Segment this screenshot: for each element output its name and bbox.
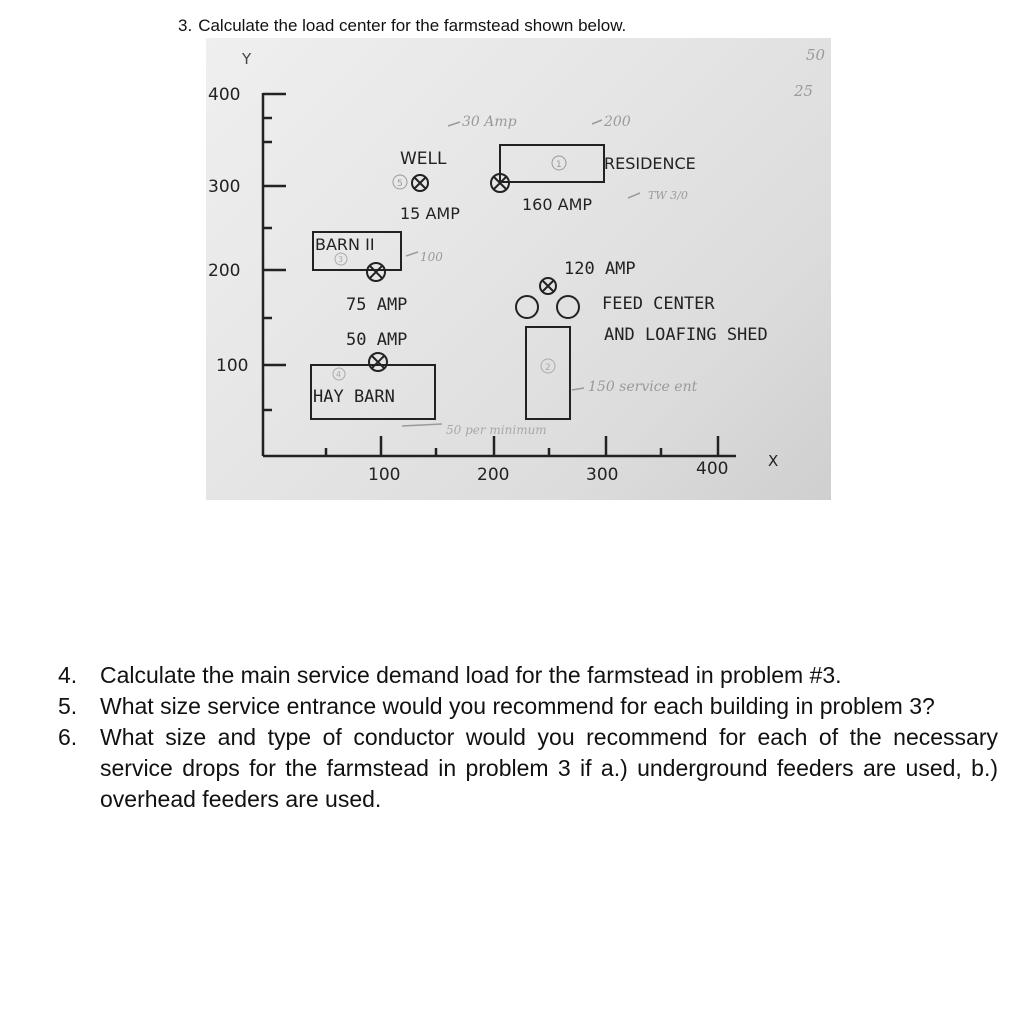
hay-barn-label: HAY BARN [313, 387, 395, 407]
feed-center-load: 120 AMP [564, 259, 636, 279]
well-load: 15 AMP [400, 204, 460, 223]
barn-2-marker-number: 3 [338, 255, 344, 264]
x-tick-label-200: 200 [477, 465, 510, 485]
x-tick-label-400: 400 [696, 459, 729, 479]
question-3 [178, 16, 626, 36]
note-200: 200 [604, 114, 631, 130]
x-tick-label-300: 300 [586, 465, 619, 485]
x-tick-label-100: 100 [368, 465, 401, 485]
question-6-number: 6. [58, 724, 78, 750]
question-4 [58, 660, 998, 691]
note-50-per-minimum: 50 per minimum [446, 423, 547, 437]
feed-center-label-line2: AND LOAFING SHED [604, 325, 768, 345]
farmstead-figure [206, 38, 831, 500]
question-5-text: What size service entrance would you recommend for each building in problem 3? [100, 693, 935, 719]
hay-barn [311, 330, 435, 419]
question-3-number: 3. [178, 16, 193, 35]
residence-load: 160 AMP [522, 195, 593, 214]
silo-left [516, 296, 538, 318]
question-6 [58, 722, 998, 815]
note-150-service-entrance: 150 service ent [588, 379, 698, 395]
y-tick-label-300: 300 [208, 177, 241, 197]
question-4-text: Calculate the main service demand load for the farmstead in problem #3. [100, 662, 842, 688]
barn-2-label: BARN II [315, 235, 375, 254]
y-axis-label: Y [242, 50, 252, 68]
note-tw-3-0: TW 3/0 [648, 189, 688, 202]
silo-right [557, 296, 579, 318]
residence-label: RESIDENCE [604, 154, 696, 173]
hay-barn-load: 50 AMP [346, 330, 408, 350]
well-label: WELL [400, 149, 447, 169]
hay-barn-marker-number: 4 [336, 370, 342, 379]
question-4-number: 4. [58, 662, 78, 688]
well [393, 149, 460, 223]
feed-center-label-line1: FEED CENTER [602, 294, 715, 314]
note-100: 100 [420, 250, 443, 264]
question-5-number: 5. [58, 693, 78, 719]
corner-note-top: 50 [806, 46, 826, 64]
feed-center-marker-number: 2 [545, 363, 551, 373]
residence [491, 145, 696, 214]
y-tick-label-400: 400 [208, 85, 241, 105]
x-axis-label: X [768, 452, 779, 470]
residence-marker-number: 1 [556, 160, 562, 170]
y-tick-label-100: 100 [216, 356, 249, 376]
barn-2 [313, 232, 407, 315]
feed-center [516, 259, 768, 419]
question-6-text: What size and type of conductor would you recommend for each of the necessary service drops for the farmstead in problem 3 if a.) underground feeders are used, b.) overhead feeders are used. [100, 724, 998, 812]
note-30-amp: 30 Amp [462, 114, 517, 130]
corner-note-bottom: 25 [794, 82, 814, 100]
farmstead-diagram [206, 38, 831, 500]
barn-2-load: 75 AMP [346, 295, 408, 315]
y-tick-label-200: 200 [208, 261, 241, 281]
question-list [58, 660, 998, 815]
question-5 [58, 691, 998, 722]
well-marker-number: 5 [397, 179, 403, 189]
question-3-text: Calculate the load center for the farmstead shown below. [198, 16, 627, 35]
